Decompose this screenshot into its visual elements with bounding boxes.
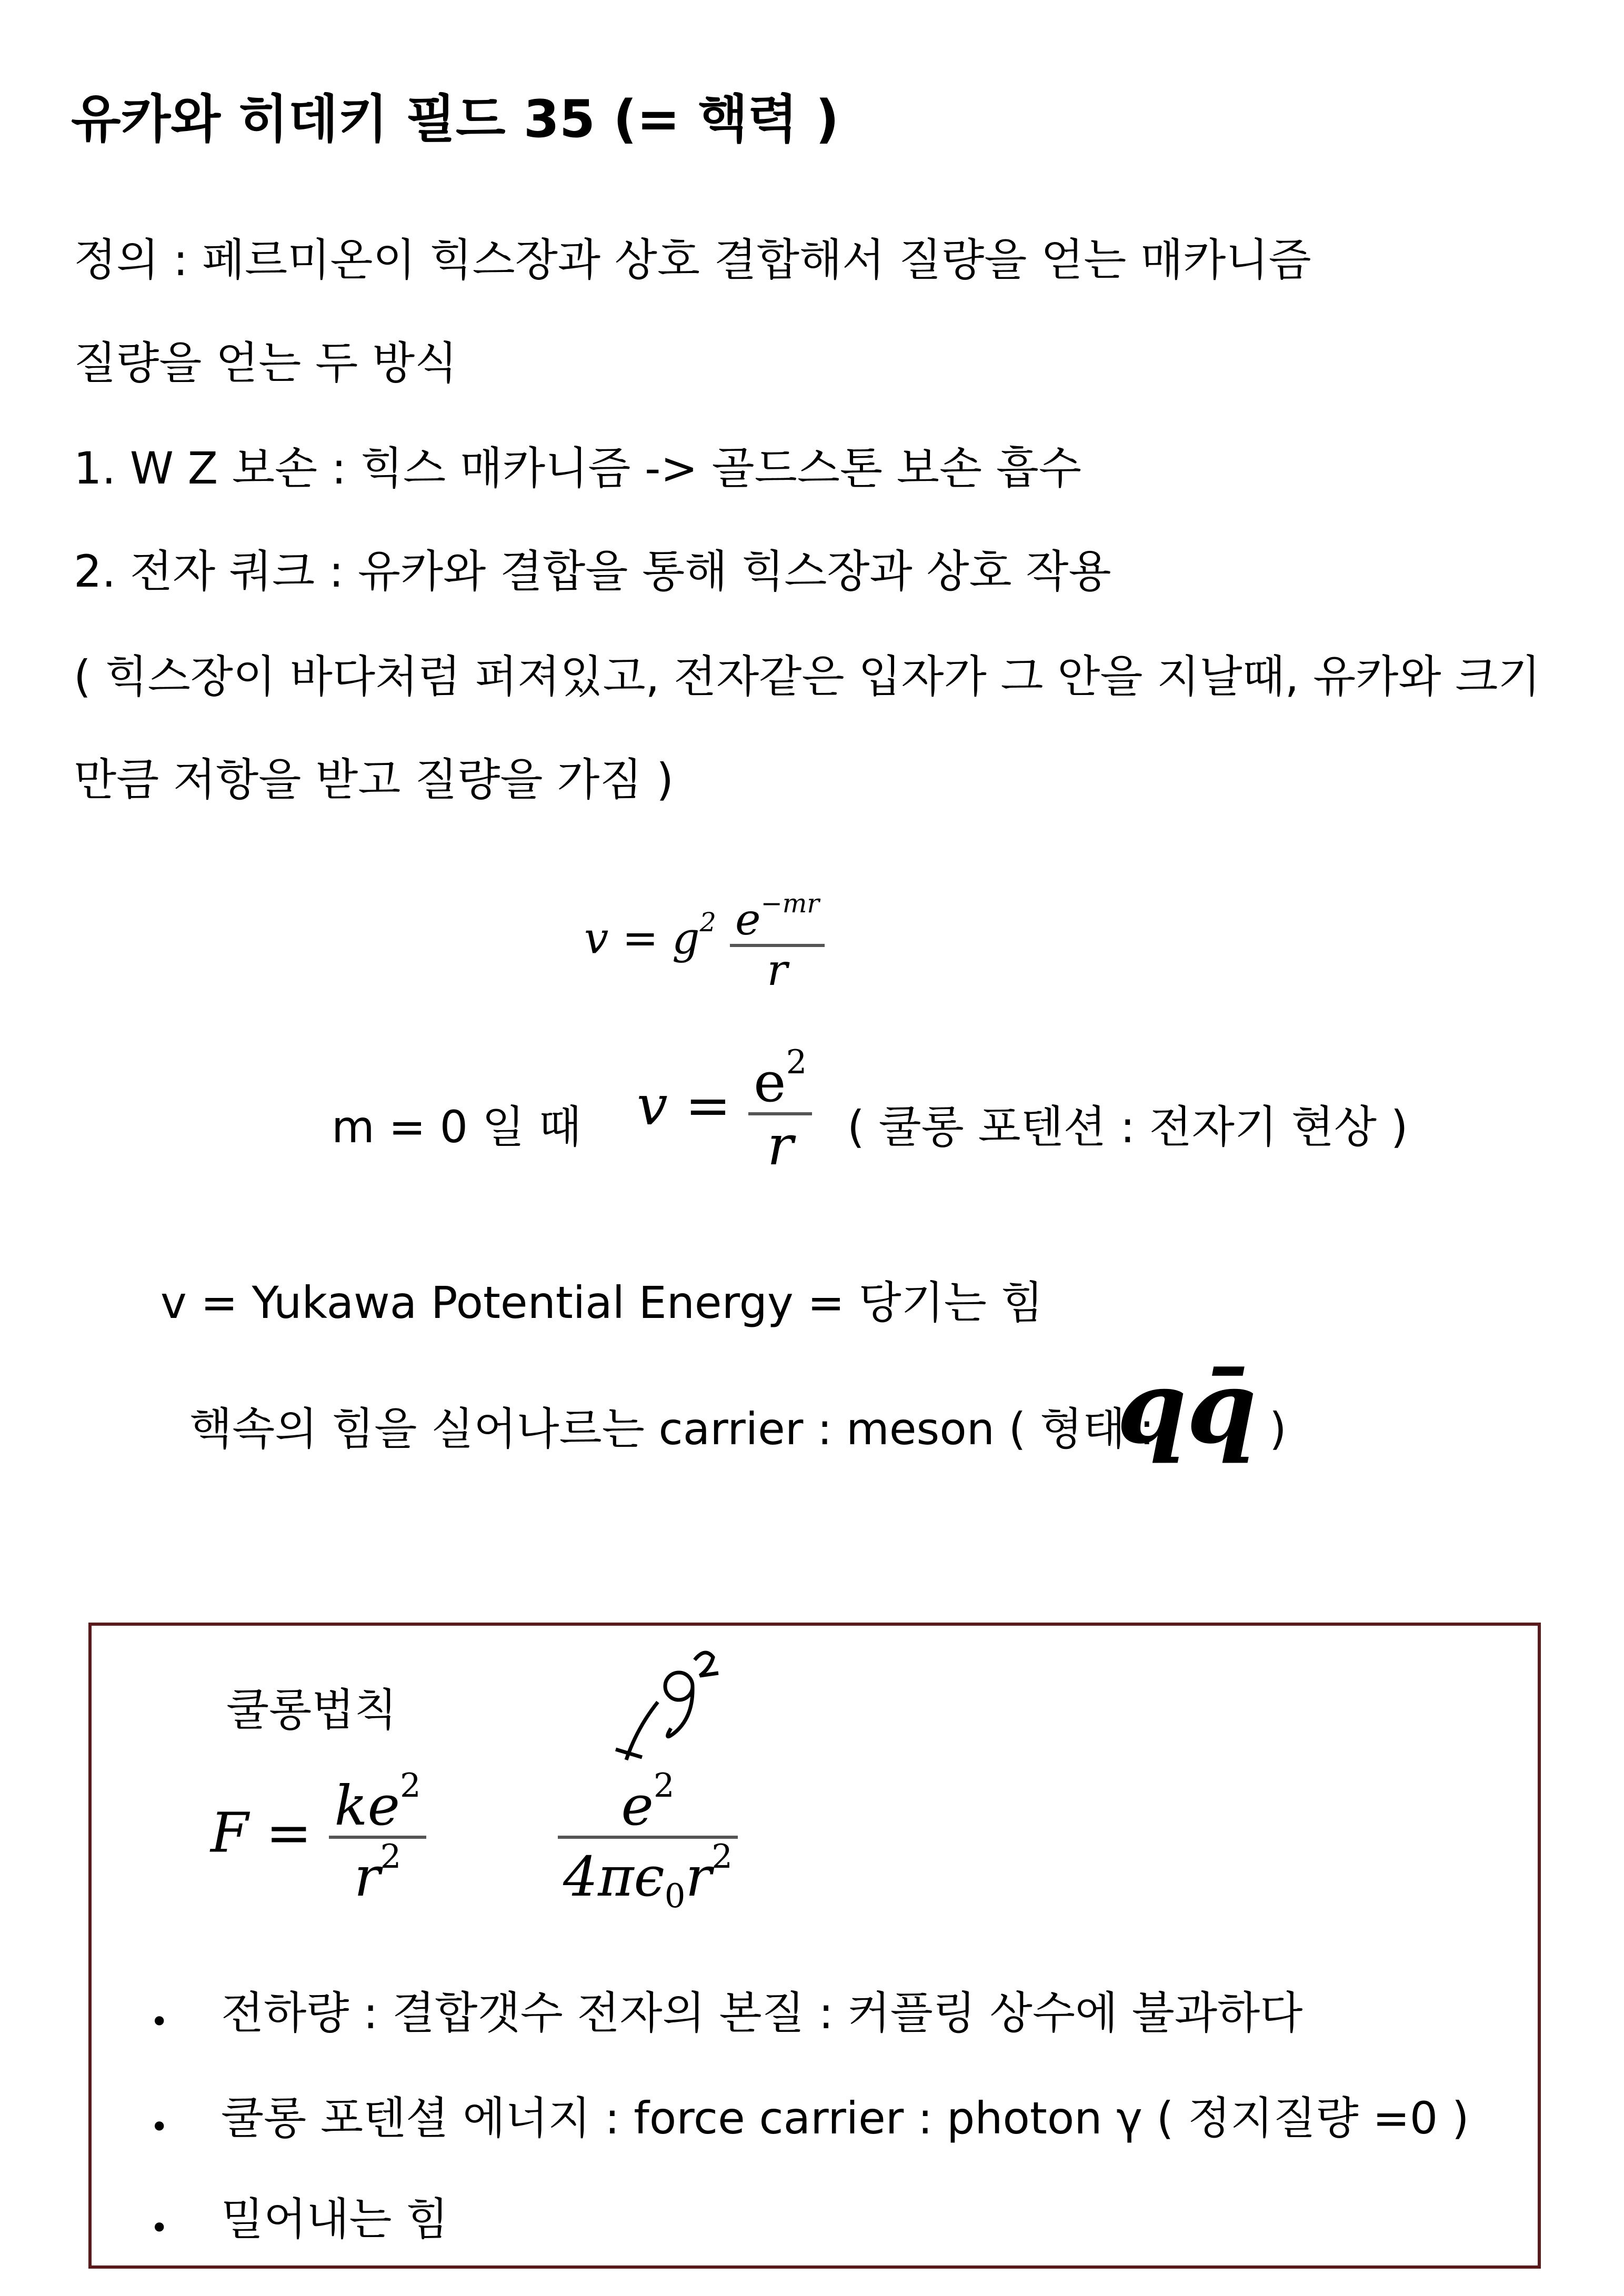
- eq2-fraction: [748, 1044, 812, 1176]
- two-ways-line: 질량을 얻는 두 방식: [74, 337, 458, 389]
- eq1-denominator: r: [767, 945, 788, 995]
- carrier-line: 핵속의 힘을 실어나르는 carrier : meson ( 형태 :: [189, 1403, 1155, 1455]
- force-fraction: [329, 1768, 426, 1907]
- eq2-lhs: v =: [637, 1073, 731, 1138]
- coulomb-force-formula: [210, 1768, 426, 1907]
- eq2-note: ( 쿨롱 포텐션 : 전자기 현상 ): [847, 1101, 1408, 1153]
- coulomb-constant-formula: [558, 1768, 738, 1915]
- force-denominator: $r^2$: [354, 1837, 402, 1909]
- paren-line-1: ( 힉스장이 바다처럼 퍼져있고, 전자같은 입자가 그 안을 지날때, 유카와 크기: [74, 651, 1541, 702]
- coulomb-heading: 쿨롱법칙: [226, 1684, 397, 1736]
- eq2-condition: m = 0 일 때: [332, 1101, 582, 1153]
- eq1-fraction: [730, 889, 825, 994]
- force-lhs: F =: [210, 1800, 312, 1865]
- constant-denominator: $4\pi\epsilon_0r^2$: [563, 1837, 733, 1916]
- constant-fraction: [558, 1768, 738, 1915]
- eq2-denominator: r: [767, 1113, 794, 1178]
- handwritten-g2-annotation: [605, 1644, 742, 1765]
- carrier-close-paren: ): [1269, 1403, 1287, 1455]
- eq2-numerator: $e^2$: [754, 1043, 807, 1115]
- eq1-exponent: 2: [699, 907, 716, 938]
- definition-line: 정의 : 페르미온이 힉스장과 상호 결합해서 질량을 얻는 매카니즘: [74, 234, 1311, 286]
- yukawa-equation: [584, 889, 825, 994]
- bullet-item: 밀어내는 힘: [221, 2193, 449, 2245]
- quark-antiquark-symbol: qq̄: [1117, 1348, 1257, 1466]
- eq1-numerator: $e^{-mr}$: [735, 888, 819, 945]
- item-2-line: 2. 전자 쿼크 : 유카와 결합을 통해 힉스장과 상호 작용: [74, 546, 1111, 597]
- force-numerator: $ke^2$: [334, 1766, 421, 1838]
- bullet-marker: •: [150, 2109, 169, 2146]
- constant-numerator: $e^2$: [621, 1766, 675, 1838]
- bullet-item: 쿨롱 포텐셜 에너지 : force carrier : photon γ ( 정지질량 =0 ): [221, 2092, 1469, 2144]
- bullet-item: 전하량 : 결합갯수 전자의 본질 : 커플링 상수에 불과하다: [221, 1987, 1303, 2039]
- coulomb-equation: [637, 1044, 812, 1176]
- bullet-marker: •: [150, 2003, 169, 2040]
- bullet-marker: •: [150, 2210, 169, 2247]
- page-title: 유카와 히데키 필드 35 (= 핵력 ): [71, 89, 839, 149]
- eq1-lhs: v = g: [584, 913, 700, 964]
- yukawa-energy-line: v = Yukawa Potential Energy = 당기는 힘: [161, 1277, 1044, 1328]
- paren-line-2: 만큼 저항을 받고 질량을 가짐 ): [74, 754, 674, 805]
- item-1-line: 1. W Z 보손 : 힉스 매카니즘 -> 골드스톤 보손 흡수: [74, 442, 1082, 494]
